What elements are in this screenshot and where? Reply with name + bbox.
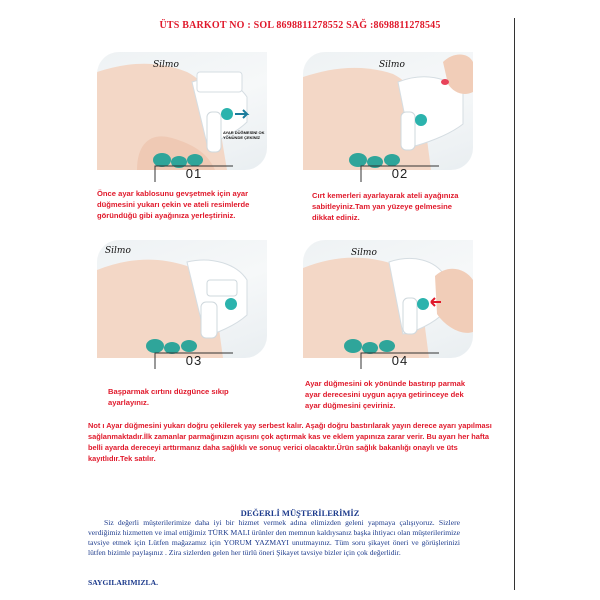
step-01-caption: Önce ayar kablosunu gevşetmek için ayar düğmesini yukarı çekin ve ateli resimlerde göründüğü gibi ayağınıza yerleştiriniz. (97, 189, 250, 220)
step-03-photo (97, 240, 267, 358)
foot-illustration-03 (97, 240, 267, 358)
vertical-divider (514, 18, 515, 590)
customers-title: DEĞERLİ MÜŞTERİLERİMİZ (240, 508, 360, 518)
brand-logo-01: Silmo (153, 60, 179, 70)
step-03-caption: Başparmak cırtını düzgünce sıkıp ayarlayınız. (108, 387, 229, 407)
foot-illustration-04 (303, 240, 473, 358)
customers-signoff: SAYGILARIMIZLA. (88, 578, 158, 587)
step-03-number-box (154, 352, 234, 370)
step-01-photo (97, 52, 267, 170)
step-02-caption: Cırt kemerleri ayarlayarak ateli ayağınıza sabitleyiniz.Tam yan yüzeye gelmesine dikkat ediniz. (312, 191, 459, 222)
barcode-header: ÜTS BARKOT NO : SOL 8698811278552 SAĞ :8698811278545 (159, 20, 441, 31)
brand-logo-03: Silmo (105, 246, 131, 256)
button-annotation: AYAR DÜĞMESİNİ OK YÖNÜNDE ÇEKİNİZ (223, 130, 265, 140)
step-01-number: 01 (185, 166, 203, 181)
step-04-number: 04 (391, 353, 409, 368)
brand-logo-02: Silmo (379, 60, 405, 70)
step-03-number: 03 (185, 353, 203, 368)
step-01-number-box (154, 165, 234, 183)
step-04-photo (303, 240, 473, 358)
step-04-caption: Ayar düğmesini ok yönünde bastırıp parmak ayar derecesini uygun açıya getirinceye dek ayar düğmesini çeviriniz. (305, 379, 466, 410)
step-04-number-box (360, 352, 440, 370)
step-02-number: 02 (391, 166, 409, 181)
brand-logo-04: Silmo (351, 248, 377, 258)
step-02-number-box (360, 165, 440, 183)
usage-note: Not ı Ayar düğmesini yukarı doğru çekilerek yay serbest kalır. Aşağı doğru bastırılarak yayın derece ayarı yapılması sağlanmaktadır.İlk zamanlar parmağınızın açısını çok açtırmak kas ve eklem yapınıza zarar verir. Bu ayarı her hafta belli ayarda dereceyi arttırmanız daha sağlıklı ve sonuç verici olacaktır.Ürün sağlık bakanlığı onaylı ve üts kayıtlıdır.Tek satılır. (88, 421, 492, 463)
foot-illustration-01 (97, 52, 267, 170)
step-02-photo (303, 52, 473, 170)
customers-message: Siz değerli müşterilerimize daha iyi bir hizmet vermek adına elimizden geleni yapmaya çalışıyoruz. Sizlere verdiğimiz hizmetten ve imal ettiğimiz TÜRK MALI ürünler den memnun kaldıysanız başka ihtiyacı olan müşterilerimize tavsiye etmek için Lütfen mağazamız için YORUM YAZMAYI unutmayınız. Tüm soru şikayet öneri ve görüşlerinizi lütfen bizimle paylaşınız . Zira sizlerden gelen her türlü öneri Şikayet tavsiye bizler için çok değerlidir. (88, 518, 460, 557)
